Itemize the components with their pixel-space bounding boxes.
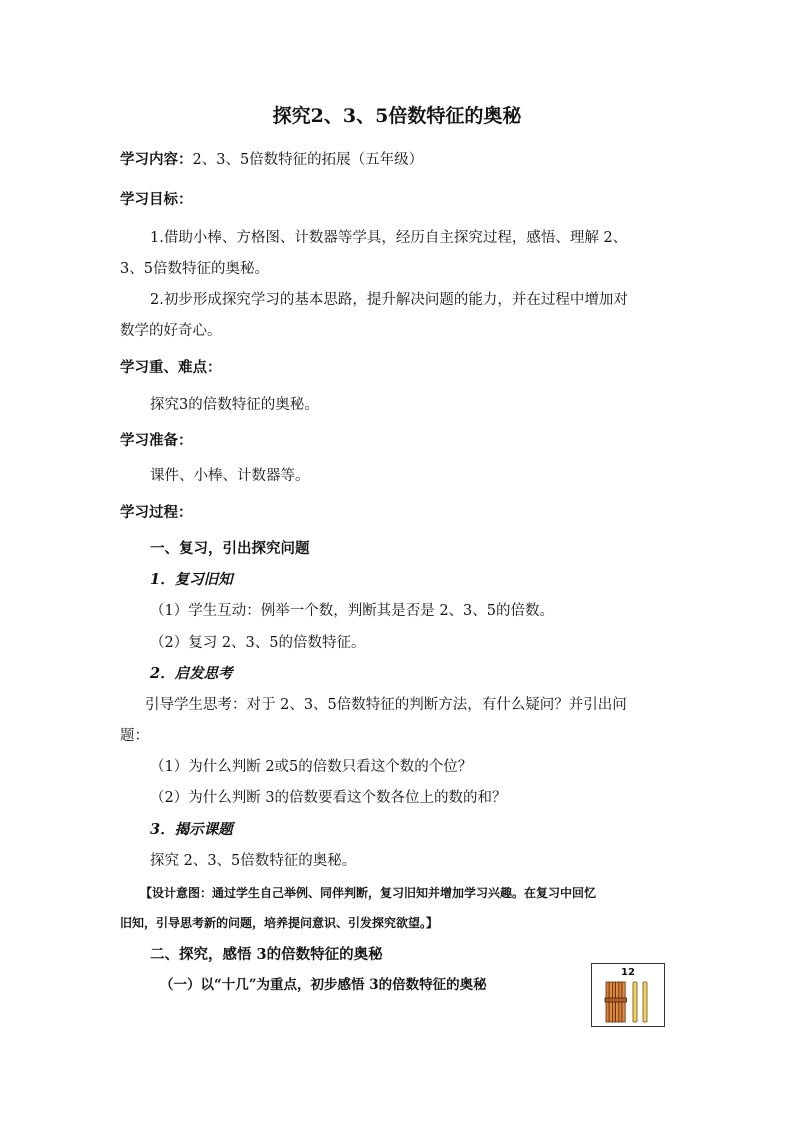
- step-1-heading: 1．复习旧知: [150, 571, 233, 588]
- prep-text: 课件、小棒、计数器等。: [150, 468, 310, 484]
- step-3-heading: 3．揭示课题: [150, 821, 233, 838]
- step-1-item-1: （1）学生互动：例举一个数，判断其是否是 2、3、5的倍数。: [150, 603, 555, 619]
- design-note-line-1: 【设计意图：通过学生自己举例、同伴判断，复习旧知并增加学习兴趣。在复习中回忆: [140, 886, 597, 900]
- prep-label: 学习准备：: [120, 433, 193, 449]
- sticks-count-label: 12: [621, 967, 635, 978]
- step-2-item-2: （2）为什么判断 3的倍数要看这个数各位上的数的和？: [150, 790, 507, 806]
- content-text: 2、3、5倍数特征的拓展（五年级）: [192, 152, 424, 168]
- key-label: 学习重、难点：: [120, 360, 222, 376]
- single-stick-1: [633, 982, 637, 1022]
- step-3-text: 探究 2、3、5倍数特征的奥秘。: [150, 853, 357, 869]
- section-1-heading: 一、复习，引出探究问题: [150, 540, 310, 557]
- section-2-sub-heading: （一）以“十几”为重点，初步感悟 3的倍数特征的奥秘: [160, 977, 487, 993]
- single-stick-2: [643, 982, 647, 1022]
- goal-1-line-2: 3、5倍数特征的奥秘。: [120, 261, 269, 277]
- process-label: 学习过程：: [120, 505, 193, 521]
- bundle-of-ten-sticks: [605, 982, 627, 1022]
- goal-1-line-1: 1.借助小棒、方格图、计数器等学具，经历自主探究过程，感悟、理解 2、: [150, 230, 628, 246]
- sticks-drawing: [592, 964, 664, 1026]
- section-2-heading: 二、探究，感悟 3的倍数特征的奥秘: [150, 946, 383, 963]
- step-1-item-2: （2）复习 2、3、5的倍数特征。: [150, 635, 366, 651]
- design-note-line-2: 旧知，引导思考新的问题，培养提问意识、引发探究欲望。】: [120, 916, 439, 930]
- content-label: 学习内容：: [120, 152, 193, 168]
- goal-2-line-2: 数学的好奇心。: [120, 323, 222, 339]
- page-title: 探究2、3、5倍数特征的奥秘: [272, 105, 522, 127]
- sticks-figure: [591, 963, 665, 1027]
- step-2-line-2: 题：: [120, 728, 149, 744]
- key-text: 探究3的倍数特征的奥秘。: [150, 397, 319, 413]
- step-2-line-1: 引导学生思考：对于 2、3、5倍数特征的判断方法，有什么疑问？并引出问: [145, 697, 627, 713]
- step-2-item-1: （1）为什么判断 2或5的倍数只看这个数的个位？: [150, 759, 473, 775]
- goal-2-line-1: 2.初步形成探究学习的基本思路，提升解决问题的能力，并在过程中增加对: [150, 292, 628, 308]
- content-line: [120, 150, 423, 170]
- goals-label: 学习目标：: [120, 192, 193, 208]
- step-2-heading: 2．启发思考: [150, 665, 233, 682]
